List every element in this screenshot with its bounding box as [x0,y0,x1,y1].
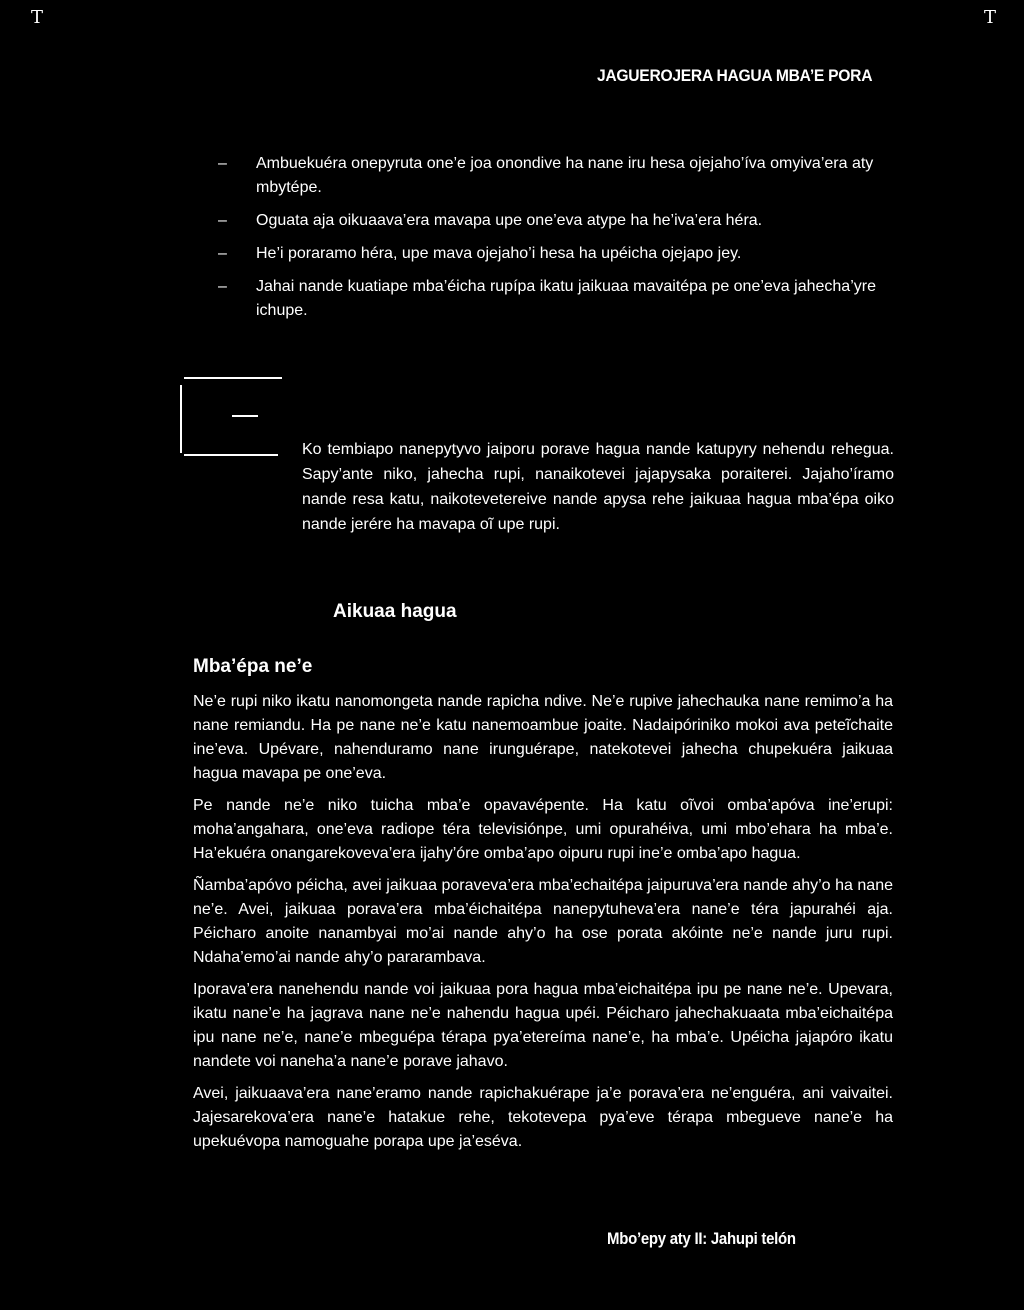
dash-marker: – [218,245,227,262]
list-item [218,209,890,233]
note-box-frame [180,377,280,455]
note-box-bottom-rule [184,454,278,456]
section-heading: Aikuaa hagua [333,601,457,622]
dash-marker: – [218,212,227,229]
dash-marker: – [218,155,227,172]
list-item [218,242,890,266]
corner-mark-left: T [31,7,44,28]
body-paragraph: Pe nande ne’e niko tuicha mba’e opavavépente. Ha katu oĩvoi omba’apóva ine’erupi: moha’angahara, one’eva radiope téra televisiónpe, umi opurahéiva, umi mbo’ehara ha mba’e. Ha’ekuéra onangarekoveva’era ijahy’óre omba’apo oipuru rupi ine’e omba’apo hagua. [193,797,893,862]
list-item-text: He’i poraramo héra, upe mava ojejaho’i hesa ha upéicha ojejapo jey. [256,245,742,262]
list-item-text: Oguata aja oikuaava’era mavapa upe one’eva atype ha he’iva’era héra. [256,212,763,229]
body-paragraph: Ne’e rupi niko ikatu nanomongeta nande rapicha ndive. Ne’e rupive jahechauka nane remimo’a ha nane remiandu. Ha pe nane ne’e katu nanemoambue joaite. Nadaipóriniko mokoi ava peteĩchaite ine’eva. Upévare, nahenduramo nane irunguérape, natekotevei jahecha chupekuéra jaikuaa hagua mavapa pe one’eva. [193,693,893,782]
note-icon [232,415,258,417]
list-item-text: Jahai nande kuatiape mba’éicha rupípa ikatu jaikuaa mavaitépa pe one’eva jahecha’yre ichupe. [256,278,876,319]
instruction-list [218,152,890,332]
body-paragraph: Avei, jaikuaava’era nane’eramo nande rapichakuérape ja’e porava’era ne’enguéra, ani vaivaitei. Jajesarekova’era nane’e hatakue rehe, tekotevepa pya’eve térapa mbegueve nane’e ha upekuévopa namoguahe porapa upe ja’eséva. [193,1085,893,1150]
list-item-text: Ambuekuéra onepyruta one’e joa onondive ha nane iru hesa ojejaho’íva omyiva’era aty mbytépe. [256,155,874,196]
list-item [218,152,890,200]
body-text [193,690,893,1162]
note-box-left-rule [180,385,182,453]
corner-mark-right: T [984,7,997,28]
sub-heading: Mba’épa ne’e [193,656,313,677]
running-footer: Mbo’epy aty II: Jahupi telón [607,1229,796,1248]
dash-marker: – [218,278,227,295]
note-box-top-rule [184,377,282,379]
body-paragraph: Ñamba’apóvo péicha, avei jaikuaa poraveva’era mba’echaitépa jaipuruva’era nande ahy’o ha nane ne’e. Avei, jaikuaa porava’era mba’éichaitépa nanepytuheva’era nane’e téra japurahéi aja. Péicharo anoite nanambyai mo’ai nande ahy’o ha ose porata akóinte ne’e nande juru rupi. Ndaha’emo’ai nande ahy’o pararambava. [193,877,893,966]
running-header: JAGUEROJERA HAGUA MBA’E PORA [596,66,872,85]
note-text: Ko tembiapo nanepytyvo jaiporu porave hagua nande katupyry nehendu rehegua. Sapy’ante niko, jahecha rupi, nanaikotevei jajapysaka poraiterei. Jajaho’íramo nande resa katu, naikotevetereive nande apysa rehe jaikuaa hagua mba’épa oiko nande jerére ha mavapa oĩ upe rupi. [302,441,894,533]
list-item [218,275,890,323]
body-paragraph: Iporava’era nanehendu nande voi jaikuaa pora hagua mba’eichaitépa ipu pe nane ne’e. Upevara, ikatu nane’e ha jagrava nane ne’e nahendu hagua upéi. Péicharo jahechakuaata mba’eichaitépa ipu nane ne’e, nane’e mbeguépa térapa pya’etereíma nane’e, ha mba’e. Upéicha jajapóro ikatu nandete voi naneha’a nane’e porave jahavo. [193,981,893,1070]
